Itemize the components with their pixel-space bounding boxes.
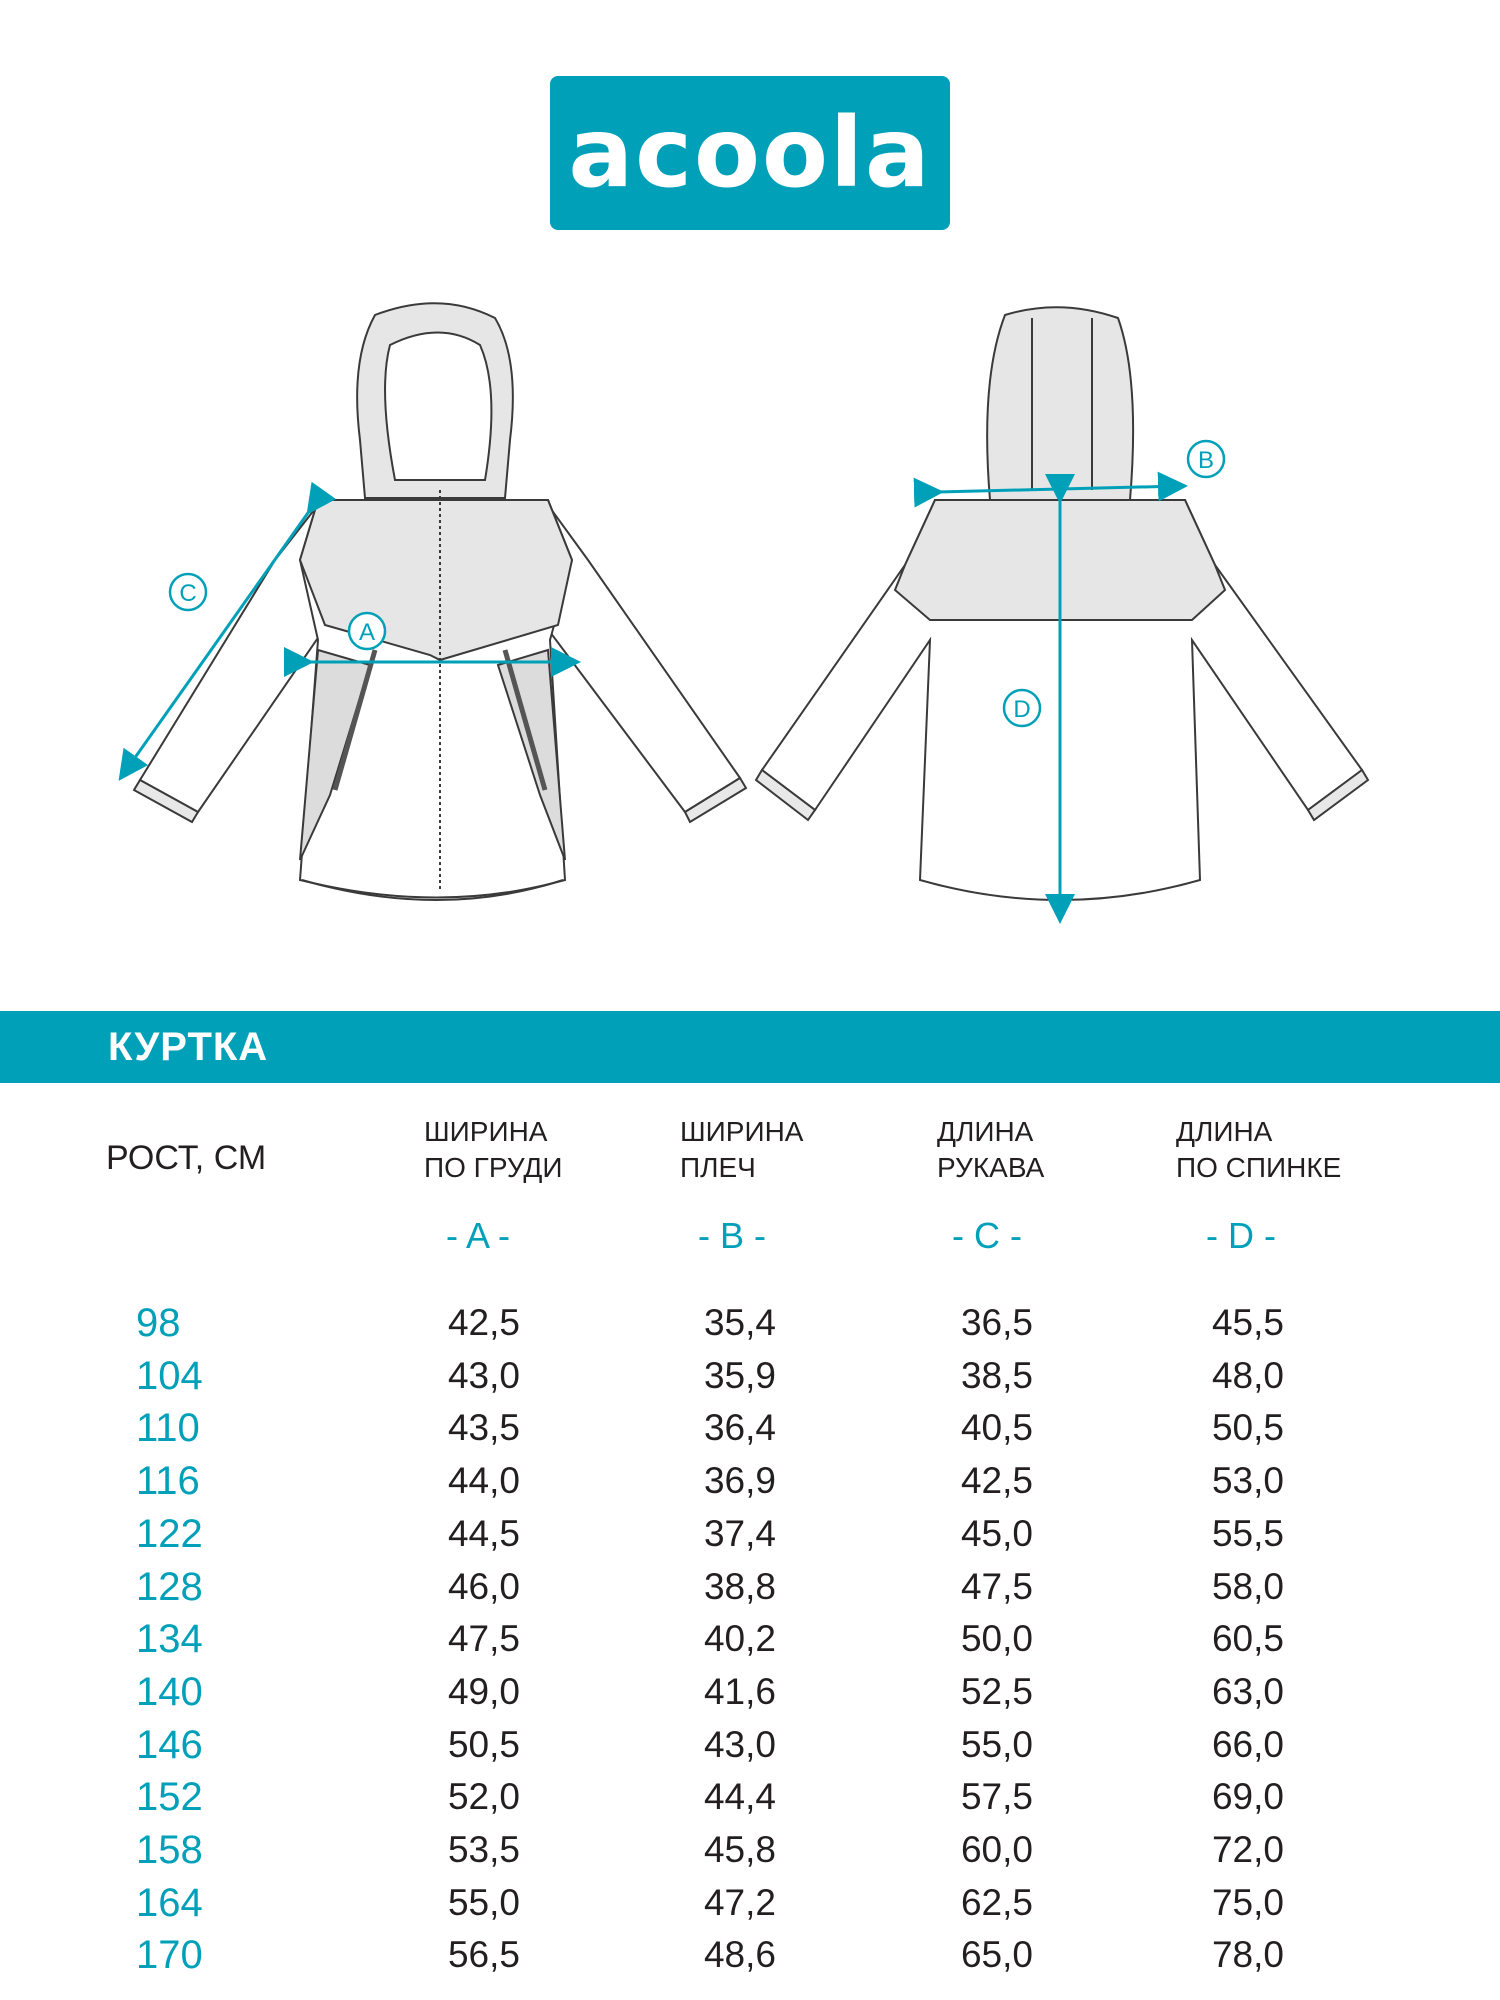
table-row bbox=[0, 1929, 1500, 1981]
height-cell: 128 bbox=[136, 1564, 203, 1609]
column-header-b bbox=[680, 1114, 803, 1186]
chest-width-cell: 47,5 bbox=[447, 1618, 520, 1660]
jacket-back-view bbox=[756, 307, 1368, 900]
column-header-c-line2: РУКАВА bbox=[937, 1152, 1045, 1183]
sleeve-length-cell: 55,0 bbox=[960, 1723, 1033, 1765]
column-header-b-line1: ШИРИНА bbox=[680, 1116, 804, 1147]
shoulder-width-cell: 45,8 bbox=[703, 1829, 776, 1870]
back-length-cell: 48,0 bbox=[1211, 1354, 1284, 1396]
column-header-c-line1: ДЛИНА bbox=[937, 1116, 1034, 1147]
shoulder-width-cell: 36,9 bbox=[703, 1460, 776, 1502]
shoulder-width-cell: 38,8 bbox=[703, 1565, 776, 1607]
chest-width-cell: 43,5 bbox=[447, 1407, 520, 1449]
back-length-cell: 78,0 bbox=[1211, 1934, 1284, 1976]
brand-logo-text: acoola bbox=[568, 97, 932, 209]
shoulder-width-cell: 47,2 bbox=[703, 1881, 776, 1923]
shoulder-width-cell: 35,4 bbox=[703, 1302, 776, 1343]
sleeve-length-cell: 65,0 bbox=[960, 1934, 1033, 1976]
shoulder-width-cell: 41,6 bbox=[703, 1670, 776, 1712]
back-length-cell: 69,0 bbox=[1211, 1776, 1284, 1818]
brand-logo bbox=[550, 76, 950, 230]
table-row bbox=[0, 1719, 1500, 1771]
height-cell: 122 bbox=[136, 1511, 203, 1556]
back-length-cell: 60,5 bbox=[1211, 1618, 1284, 1660]
chest-width-cell: 50,5 bbox=[447, 1723, 520, 1765]
height-cell: 104 bbox=[136, 1353, 203, 1398]
chest-width-cell: 56,5 bbox=[447, 1934, 520, 1976]
table-row bbox=[0, 1824, 1500, 1876]
sleeve-length-cell: 45,0 bbox=[960, 1512, 1033, 1554]
column-header-b-line2: ПЛЕЧ bbox=[680, 1152, 756, 1183]
table-row bbox=[0, 1561, 1500, 1613]
height-cell: 134 bbox=[136, 1617, 203, 1662]
height-cell: 116 bbox=[136, 1459, 200, 1504]
shoulder-width-cell: 36,4 bbox=[703, 1407, 776, 1449]
section-title: КУРТКА bbox=[108, 1025, 269, 1069]
table-row bbox=[0, 1350, 1500, 1402]
section-header-band bbox=[0, 1011, 1500, 1083]
table-row bbox=[0, 1297, 1500, 1349]
shoulder-width-cell: 48,6 bbox=[703, 1934, 776, 1976]
column-code-d: - D - bbox=[1206, 1215, 1276, 1256]
chest-width-cell: 42,5 bbox=[447, 1302, 520, 1343]
column-header-d bbox=[1176, 1114, 1341, 1186]
back-length-cell: 53,0 bbox=[1211, 1460, 1284, 1502]
table-row bbox=[0, 1402, 1500, 1454]
sleeve-length-cell: 50,0 bbox=[960, 1618, 1033, 1660]
shoulder-width-cell: 37,4 bbox=[703, 1512, 776, 1554]
sleeve-length-cell: 62,5 bbox=[960, 1881, 1033, 1923]
chest-width-cell: 46,0 bbox=[447, 1565, 520, 1607]
chest-width-cell: 53,5 bbox=[447, 1829, 520, 1870]
sleeve-length-cell: 36,5 bbox=[960, 1302, 1033, 1343]
chest-width-cell: 43,0 bbox=[447, 1354, 520, 1396]
sleeve-length-cell: 52,5 bbox=[960, 1670, 1033, 1712]
jacket-measurement-diagram bbox=[0, 280, 1500, 940]
jacket-front-view bbox=[134, 303, 746, 900]
marker-c-label: C bbox=[179, 580, 197, 607]
back-length-cell: 55,5 bbox=[1211, 1512, 1284, 1554]
height-cell: 152 bbox=[136, 1775, 203, 1820]
sleeve-length-cell: 40,5 bbox=[960, 1407, 1033, 1449]
shoulder-width-cell: 40,2 bbox=[703, 1618, 776, 1660]
sleeve-length-cell: 60,0 bbox=[960, 1829, 1033, 1870]
chest-width-cell: 52,0 bbox=[447, 1776, 520, 1818]
marker-b-label: B bbox=[1197, 447, 1215, 474]
table-row bbox=[0, 1666, 1500, 1718]
table-row bbox=[0, 1508, 1500, 1560]
column-header-a bbox=[424, 1114, 563, 1186]
back-length-cell: 58,0 bbox=[1211, 1565, 1284, 1607]
back-length-cell: 45,5 bbox=[1211, 1302, 1284, 1343]
height-cell: 170 bbox=[136, 1933, 203, 1978]
back-length-cell: 72,0 bbox=[1211, 1829, 1284, 1870]
shoulder-width-cell: 43,0 bbox=[703, 1723, 776, 1765]
marker-d-label: D bbox=[1013, 696, 1031, 723]
table-row bbox=[0, 1613, 1500, 1665]
back-length-cell: 75,0 bbox=[1211, 1881, 1284, 1923]
chest-width-cell: 44,0 bbox=[447, 1460, 520, 1502]
sleeve-length-cell: 57,5 bbox=[960, 1776, 1033, 1818]
shoulder-width-cell: 35,9 bbox=[703, 1354, 776, 1396]
column-code-a: - A - bbox=[446, 1215, 511, 1256]
marker-a-label: A bbox=[358, 619, 376, 646]
chest-width-cell: 55,0 bbox=[447, 1881, 520, 1923]
table-row bbox=[0, 1771, 1500, 1823]
column-header-d-line2: ПО СПИНКЕ bbox=[1176, 1152, 1342, 1183]
sleeve-length-cell: 38,5 bbox=[960, 1354, 1033, 1396]
shoulder-width-cell: 44,4 bbox=[703, 1776, 776, 1818]
back-length-cell: 66,0 bbox=[1211, 1723, 1284, 1765]
column-header-a-line1: ШИРИНА bbox=[424, 1116, 548, 1147]
chest-width-cell: 44,5 bbox=[447, 1512, 520, 1554]
column-header-c bbox=[937, 1114, 1044, 1186]
table-row bbox=[0, 1877, 1500, 1929]
height-cell: 98 bbox=[136, 1301, 181, 1345]
sleeve-length-cell: 42,5 bbox=[960, 1460, 1033, 1502]
column-header-d-line1: ДЛИНА bbox=[1176, 1116, 1273, 1147]
back-length-cell: 50,5 bbox=[1211, 1407, 1284, 1449]
column-code-c: - C - bbox=[952, 1215, 1022, 1256]
height-cell: 110 bbox=[136, 1406, 200, 1451]
height-column-header: РОСТ, СМ bbox=[106, 1139, 267, 1177]
height-cell: 158 bbox=[136, 1828, 203, 1872]
column-code-b: - B - bbox=[698, 1215, 766, 1256]
back-length-cell: 63,0 bbox=[1211, 1670, 1284, 1712]
column-header-a-line2: ПО ГРУДИ bbox=[424, 1152, 563, 1183]
chest-width-cell: 49,0 bbox=[447, 1670, 520, 1712]
height-cell: 146 bbox=[136, 1722, 203, 1767]
height-cell: 140 bbox=[136, 1669, 203, 1714]
height-cell: 164 bbox=[136, 1880, 203, 1925]
sleeve-length-cell: 47,5 bbox=[960, 1565, 1033, 1607]
table-row bbox=[0, 1455, 1500, 1507]
